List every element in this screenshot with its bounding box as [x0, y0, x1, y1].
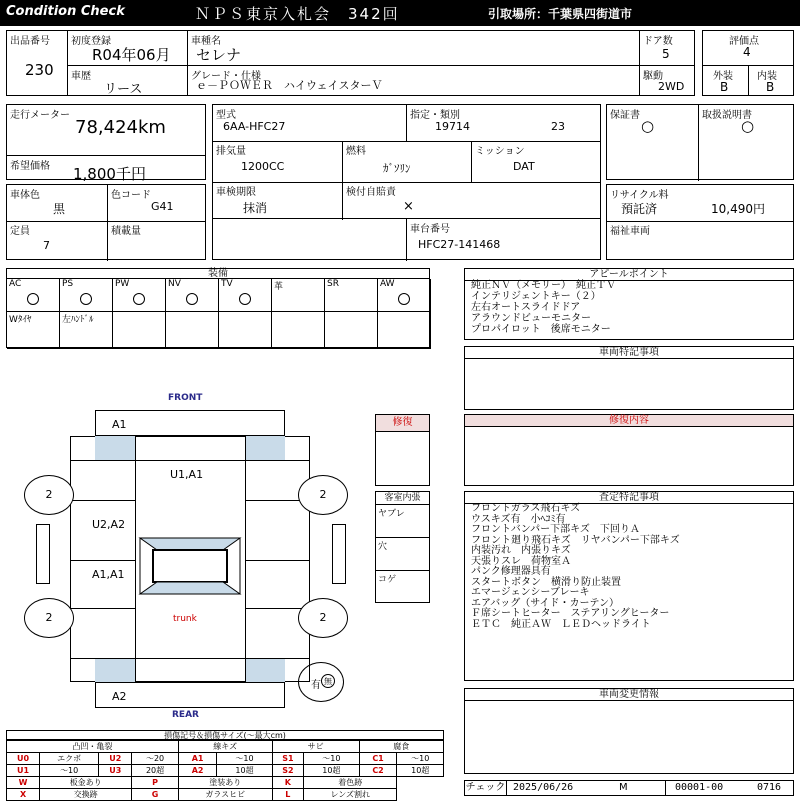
doors-cell: ドア数 5 [639, 30, 695, 66]
tire-rear-right: 2 [298, 598, 348, 638]
note-line: ウスキズ有 小ﾍｺﾐ有 [471, 513, 566, 525]
history-cell: 車歴 リース [67, 65, 188, 96]
appeal-section [464, 268, 794, 340]
inspection-notes-title: 査定特記事項 [465, 492, 793, 504]
equipment-cell: SR [325, 279, 378, 312]
equipment-cell: NV [166, 279, 219, 312]
legend-cell: S2 [272, 765, 303, 777]
recycle-fee: 10,490円 [711, 202, 765, 216]
legend-cell: G [132, 789, 178, 801]
right-mirror-panel [332, 524, 346, 584]
equipment-present-mark [239, 293, 251, 305]
note-line: 左右オートスライドドア [471, 302, 581, 313]
note-line: エアバッグ（サイド・カーテン） [471, 597, 619, 609]
equipment-cell: 革 [272, 279, 325, 312]
repair-title: 修復 [376, 415, 429, 432]
note-line: フロントバンパー下部キズ 下回りＡ [471, 524, 640, 535]
note-line: プロパイロット 後席モニター [471, 324, 611, 335]
drive-cell: 駆動 2WD [639, 65, 695, 96]
condition-check-title: Condition Check [6, 4, 125, 19]
drive-value: 2WD [658, 80, 685, 93]
displacement-value: 1200CC [241, 160, 285, 173]
legend-header: 線キズ [178, 741, 272, 753]
legend-cell: A1 [178, 753, 217, 765]
equipment-present-mark [186, 293, 198, 305]
equipment-cell [166, 312, 219, 349]
note-line: エマージェンシーブレーキ [471, 587, 590, 598]
legend-cell: A2 [178, 765, 217, 777]
note-line: フロントガラス飛石キズ [471, 503, 581, 514]
legend-cell: K [272, 777, 303, 789]
recycle-status: 預託済 [621, 202, 658, 216]
damage-diagram [0, 390, 375, 730]
color-cell: 車体色 黒 色コード G41 定員 7 積載量 [6, 184, 206, 260]
damage-legend [6, 730, 444, 801]
roof-glass-shape [135, 530, 245, 610]
capacity-value: 7 [43, 239, 50, 252]
rating-cell: 評価点 4 [702, 30, 794, 66]
repair-box [375, 414, 430, 486]
odometer-price-cell: 走行メーター 78,424km 希望価格 1,800千円 [6, 104, 206, 180]
price-value: 1,800千円 [73, 165, 146, 183]
legend-cell: 板金あり [40, 777, 132, 789]
legend-cell: ガラスヒビ [178, 789, 272, 801]
check-num: 0716 [757, 782, 782, 793]
legend-cell: ～20 [132, 753, 178, 765]
change-info-title: 車両変更情報 [465, 689, 793, 701]
cabin-item: コゲ [378, 575, 397, 585]
inspection-value: 抹消 [243, 201, 268, 215]
legend-cell: ～10 [397, 753, 444, 765]
ext-cell: 外装 B [702, 65, 749, 96]
note-line: パンク修理器具有 [471, 566, 551, 577]
odometer-value: 78,424km [75, 117, 166, 138]
legend-cell: ～10 [304, 753, 360, 765]
doors-value: 5 [662, 47, 670, 61]
legend-cell: レンズ割れ [304, 789, 397, 801]
equipment-present-mark [133, 293, 145, 305]
equipment-cell [113, 312, 166, 349]
legend-cell: 10超 [304, 765, 360, 777]
pickup-location: 引取場所：千葉県四街道市 [488, 7, 633, 21]
tire-front-left: 2 [24, 475, 74, 515]
header-bar [0, 0, 800, 26]
inspection-notes-section [464, 491, 794, 681]
tire-rear-left: 2 [24, 598, 74, 638]
warranty-value: ○ [641, 117, 655, 135]
cabin-box [375, 491, 430, 603]
note-line: アラウンドビューモニター [471, 313, 591, 324]
legend-cell: 着色跡 [304, 777, 397, 789]
grade-value: ｅ－ＰＯＷＥＲ ハイウェイスターＶ [196, 79, 383, 92]
legend-cell: C1 [359, 753, 397, 765]
note-line: 内装汚れ 内張りキズ [471, 545, 571, 556]
legend-cell: エクボ [40, 753, 99, 765]
equipment-cell [325, 312, 378, 349]
spec-value-1: 19714 [435, 120, 470, 133]
model-cell: 車種名 セレナ [187, 30, 640, 66]
equipment-cell [272, 312, 325, 349]
history-value: リース [104, 82, 143, 97]
note-line: 天張りスレ 荷物室Ａ [471, 555, 571, 567]
recycle-cell: リサイクル料 預託済 10,490円 福祉車両 [606, 184, 794, 260]
legend-cell: L [272, 789, 303, 801]
equipment-cell [219, 312, 272, 349]
legend-cell: 交換跡 [40, 789, 132, 801]
legend-cell: 10超 [397, 765, 444, 777]
equipment-cell: AW [378, 279, 431, 312]
legend-cell: U0 [7, 753, 40, 765]
left-mirror-panel [36, 524, 50, 584]
equipment-cell [378, 312, 431, 349]
self-insurance-value: × [403, 199, 414, 214]
equipment-present-mark [398, 293, 410, 305]
cabin-item: ヤブレ [376, 505, 429, 538]
equipment-table [6, 268, 430, 348]
legend-cell: U1 [7, 765, 40, 777]
legend-cell: S1 [272, 753, 303, 765]
left-door-damage: U2,A2 [92, 518, 126, 531]
equipment-cell: AC [7, 279, 60, 312]
rear-label: REAR [172, 710, 199, 720]
special-notes-section [464, 346, 794, 410]
rating-value: 4 [743, 45, 751, 59]
legend-table [6, 740, 444, 801]
type-value: 6AA-HFC27 [223, 120, 286, 133]
equipment-cell: TV [219, 279, 272, 312]
equipment-cell: PW [113, 279, 166, 312]
appeal-title: アピールポイント [465, 269, 793, 281]
cabin-item: 穴 [376, 538, 429, 571]
legend-cell: U3 [99, 765, 132, 777]
equipment-cell: Wﾀｲﾔ [7, 312, 60, 349]
legend-cell: U2 [99, 753, 132, 765]
first-registration: R04年06月 [92, 46, 171, 64]
legend-header: 凸凹・亀裂 [7, 741, 179, 753]
lot-number-cell: 出品番号 230 [6, 30, 68, 96]
check-code: 00001-00 [675, 782, 724, 793]
trunk-label: trunk [173, 614, 197, 624]
auction-title: ＮＰＳ東京入札会 342回 [195, 5, 400, 23]
legend-cell: W [7, 777, 40, 789]
legend-header: サビ [272, 741, 359, 753]
colorcode-value: G41 [151, 200, 174, 213]
note-line: インテリジェントキー（２） [471, 291, 601, 302]
check-date: 2025/06/26 [513, 782, 574, 793]
spec-block: 型式 6AA-HFC27 指定・類別 19714 23 排気量 1200CC 燃料 ｶﾞｿﾘﾝ ミッション DAT 車検期限 抹消 検付自賠責 × [212, 104, 601, 219]
lot-number: 230 [25, 61, 54, 79]
equipment-cell: 左ﾊﾝﾄﾞﾙ [60, 312, 113, 349]
fuel-value: ｶﾞｿﾘﾝ [383, 162, 411, 175]
warranty-block: 保証書 ○ 取扱説明書 ○ [606, 104, 794, 180]
tire-front-right: 2 [298, 475, 348, 515]
cabin-title: 客室内張 [376, 492, 429, 505]
repair-content-section [464, 414, 794, 486]
legend-cell: 塗装あり [178, 777, 272, 789]
manual-value: ○ [741, 117, 755, 135]
legend-cell: P [132, 777, 178, 789]
int-cell: 内装 B [748, 65, 794, 96]
check-initial: M [619, 782, 628, 793]
chassis-value: HFC27-141468 [418, 238, 501, 251]
spare-tire-indicator: 有 無 [298, 662, 344, 702]
grade-cell: グレード・仕様 ｅ－ＰＯＷＥＲ ハイウェイスターＶ [187, 65, 640, 96]
rear-bumper-panel: A2 [95, 682, 285, 708]
equipment-present-mark [27, 293, 39, 305]
first-reg-cell: 初度登録 R04年06月 [67, 30, 188, 66]
change-info-section [464, 688, 794, 774]
note-line: スタートボタン 横滑り防止装置 [471, 576, 621, 588]
note-line: フロント廻り飛石キズ リヤバンパー下部キズ [471, 534, 680, 546]
spec-value-2: 23 [551, 120, 565, 133]
note-line: 純正ＮＶ（メモリー） 純正ＴＶ [471, 280, 616, 291]
front-bumper-panel: A1 [95, 410, 285, 436]
model-name: セレナ [196, 46, 242, 64]
legend-header: 腐食 [359, 741, 443, 753]
ext-value: B [720, 80, 729, 94]
legend-title: 損傷記号＆損傷サイズ(～最大cm) [6, 730, 444, 740]
spare-none-mark: 無 [321, 674, 335, 688]
legend-cell: X [7, 789, 40, 801]
legend-cell: 10超 [217, 765, 272, 777]
note-line: ＥＴＣ 純正ＡＷ ＬＥＤヘッドライト [471, 618, 651, 630]
footer-check: チェック 2025/06/26 M 00001-00 0716 [464, 780, 794, 796]
mission-value: DAT [513, 160, 535, 173]
legend-cell: ～10 [40, 765, 99, 777]
chassis-cell: 車台番号 HFC27-141468 [212, 218, 601, 260]
legend-cell: 20超 [132, 765, 178, 777]
legend-cell: ～10 [217, 753, 272, 765]
special-notes-title: 車両特記事項 [465, 347, 793, 359]
hood-damage: U1,A1 [170, 468, 204, 481]
equipment-present-mark [80, 293, 92, 305]
note-line: Ｆ席シートヒーター ステアリングヒーター [471, 608, 670, 619]
left-rear-damage: A1,A1 [92, 568, 125, 581]
int-value: B [766, 80, 775, 94]
legend-cell: C2 [359, 765, 397, 777]
color-value: 黒 [53, 202, 66, 216]
front-label: FRONT [168, 393, 203, 403]
equipment-title: 装備 [7, 269, 429, 279]
repair-content-title: 修復内容 [465, 415, 793, 427]
equipment-cell: PS [60, 279, 113, 312]
